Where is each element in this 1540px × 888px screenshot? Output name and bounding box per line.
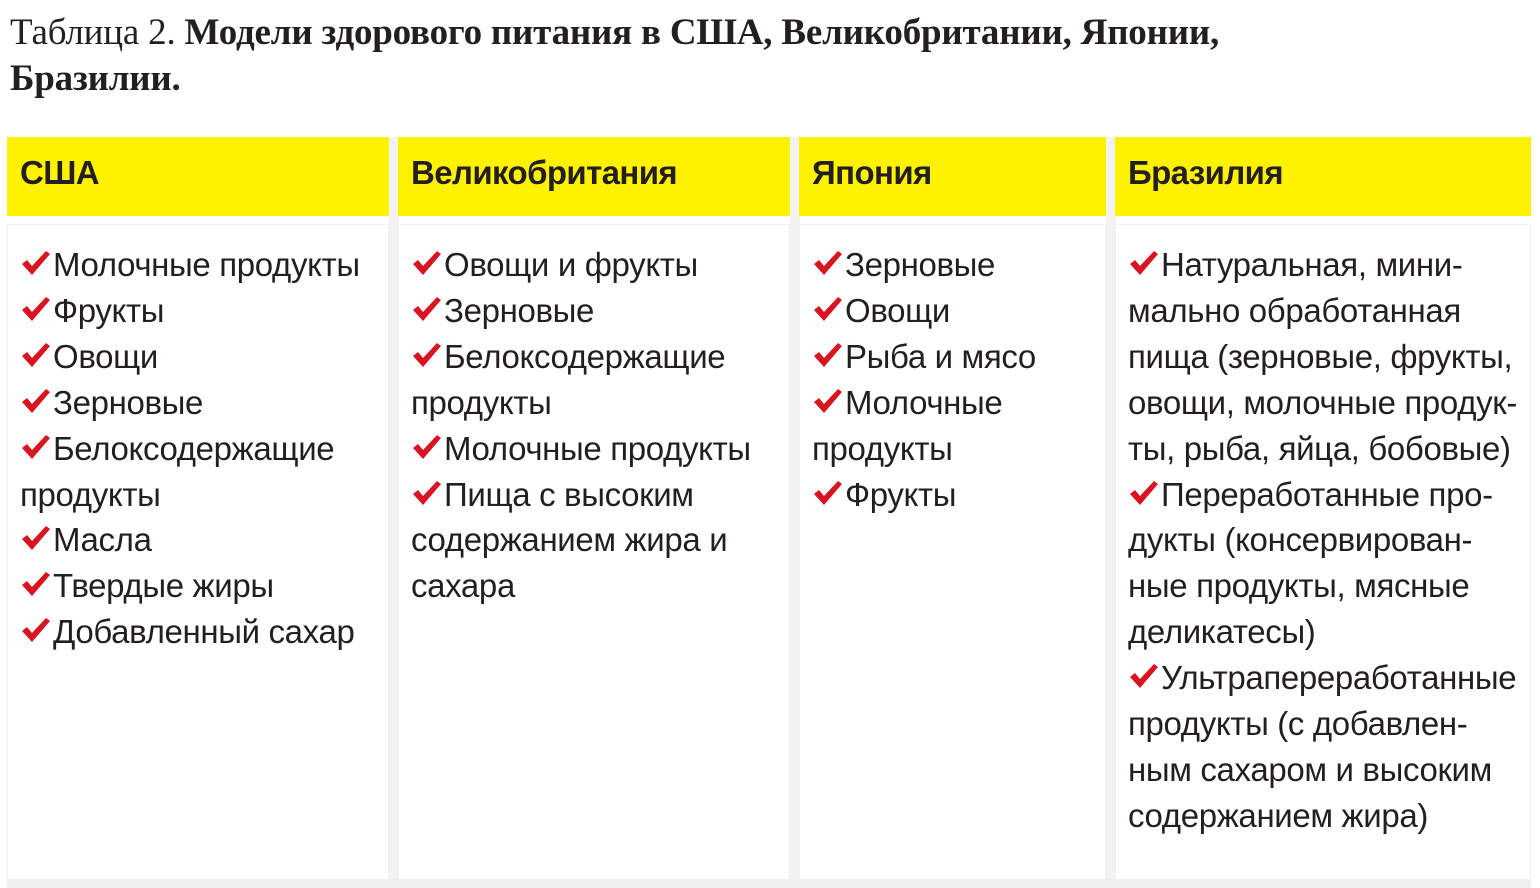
- list-item-text: ты, рыба, яйца, бобовые): [1128, 429, 1511, 467]
- check-icon: [1128, 479, 1161, 509]
- check-icon: [1128, 249, 1161, 279]
- list-item: [411, 426, 786, 472]
- list-item-text: пища (зерновые, фрукты,: [1128, 337, 1513, 375]
- list-item: [1128, 242, 1527, 288]
- list-item: [411, 563, 786, 609]
- list-item: [411, 380, 786, 426]
- list-item-text: Твердые жиры: [53, 567, 274, 605]
- check-icon: [20, 433, 53, 463]
- list-item-text: продукты: [812, 429, 953, 467]
- column-japan: [799, 137, 1106, 887]
- list-item-text: Белоксодержащие: [444, 337, 726, 375]
- check-icon: [411, 295, 444, 325]
- list-item-text: Ультрапереработанные: [1161, 659, 1517, 697]
- list-item-text: дукты (консервирован-: [1128, 521, 1473, 559]
- column-body-japan: [799, 224, 1106, 887]
- list-item-text: Масла: [53, 521, 152, 559]
- list-item-text: Пища с высоким: [444, 475, 694, 513]
- list-item: [812, 380, 1102, 426]
- table-bottom-rule: [7, 879, 1531, 888]
- check-icon: [20, 524, 53, 554]
- column-header-uk: Великобритания: [398, 137, 790, 216]
- list-item: [812, 426, 1102, 472]
- list-item-text: продукты: [411, 383, 552, 421]
- check-icon: [812, 249, 845, 279]
- check-icon: [812, 479, 845, 509]
- list-item-text: Переработанные про-: [1161, 475, 1493, 513]
- list-item-text: продукты: [20, 475, 161, 513]
- check-icon: [812, 295, 845, 325]
- list-item-text: Натуральная, мини-: [1161, 246, 1463, 283]
- column-header-usa: США: [7, 137, 389, 216]
- check-icon: [411, 479, 444, 509]
- list-item-text: Добавленный сахар: [53, 613, 355, 651]
- caption-prefix: Таблица 2.: [10, 12, 185, 53]
- list-item-text: Белоксодержащие: [53, 429, 335, 467]
- column-header-japan: Япония: [799, 137, 1106, 216]
- list-item-text: Зерновые: [444, 291, 595, 329]
- list-item-text: мально обработанная: [1128, 291, 1461, 329]
- diet-models-table: [7, 137, 1531, 887]
- check-icon: [20, 387, 53, 417]
- list-item-text: Зерновые: [53, 383, 204, 421]
- list-item: [1128, 426, 1527, 472]
- list-item: [1128, 793, 1527, 839]
- list-item-text: Молочные продукты: [53, 246, 360, 283]
- list-item: [20, 609, 385, 655]
- check-icon: [20, 616, 53, 646]
- list-item: [1128, 380, 1527, 426]
- column-body-brazil: [1115, 224, 1531, 887]
- list-item: [1128, 563, 1527, 609]
- list-item-text: продукты (с добавлен-: [1128, 705, 1468, 743]
- check-icon: [20, 570, 53, 600]
- list-item: [1128, 288, 1527, 334]
- list-item: [1128, 701, 1527, 747]
- list-item-text: Овощи: [845, 291, 951, 329]
- list-item: [20, 517, 385, 563]
- list-item-text: Овощи и фрукты: [444, 246, 698, 283]
- column-brazil: [1115, 137, 1531, 887]
- check-icon: [20, 341, 53, 371]
- list-item: [20, 380, 385, 426]
- column-usa: [7, 137, 389, 887]
- list-item-text: Фрукты: [53, 291, 165, 329]
- list-item: [411, 517, 786, 563]
- check-icon: [20, 295, 53, 325]
- list-item-text: содержанием жира и: [411, 521, 728, 559]
- table-caption: [10, 10, 1525, 102]
- list-item: [411, 334, 786, 380]
- list-item: [812, 472, 1102, 518]
- list-item: [411, 242, 786, 288]
- list-item: [20, 426, 385, 472]
- list-item-text: Молочные продукты: [444, 429, 751, 467]
- column-body-uk: [398, 224, 790, 887]
- column-header-brazil: Бразилия: [1115, 137, 1531, 216]
- list-item-text: сахара: [411, 567, 515, 605]
- list-item-text: Овощи: [53, 337, 159, 375]
- list-item-text: Фрукты: [845, 475, 957, 513]
- list-item: [812, 288, 1102, 334]
- list-item: [1128, 747, 1527, 793]
- list-item: [1128, 334, 1527, 380]
- list-item: [812, 242, 1102, 288]
- list-item: [1128, 655, 1527, 701]
- list-item-text: Молочные: [845, 383, 1003, 421]
- list-item-text: деликатесы): [1128, 613, 1316, 651]
- column-body-usa: [7, 224, 389, 887]
- list-item: [20, 472, 385, 518]
- list-item-text: содержанием жира): [1128, 796, 1429, 834]
- list-item: [1128, 609, 1527, 655]
- list-item: [411, 288, 786, 334]
- list-item: [1128, 472, 1527, 518]
- list-item-text: ным сахаром и высоким: [1128, 750, 1492, 788]
- caption-title-line2: Бразилии.: [10, 58, 181, 99]
- list-item: [812, 334, 1102, 380]
- list-item-text: овощи, молочные продук-: [1128, 383, 1517, 421]
- list-item: [20, 334, 385, 380]
- list-item-text: ные продукты, мясные: [1128, 567, 1470, 605]
- check-icon: [812, 387, 845, 417]
- check-icon: [411, 341, 444, 371]
- check-icon: [411, 433, 444, 463]
- check-icon: [812, 341, 845, 371]
- list-item: [411, 472, 786, 518]
- caption-title-line1: Модели здорового питания в США, Великобритании, Японии,: [184, 12, 1220, 53]
- list-item: [20, 288, 385, 334]
- list-item-text: Рыба и мясо: [845, 337, 1036, 375]
- list-item: [1128, 517, 1527, 563]
- list-item: [20, 563, 385, 609]
- list-item-text: Зерновые: [845, 246, 996, 283]
- check-icon: [411, 249, 444, 279]
- column-uk: [398, 137, 790, 887]
- list-item: [20, 242, 385, 288]
- check-icon: [1128, 662, 1161, 692]
- check-icon: [20, 249, 53, 279]
